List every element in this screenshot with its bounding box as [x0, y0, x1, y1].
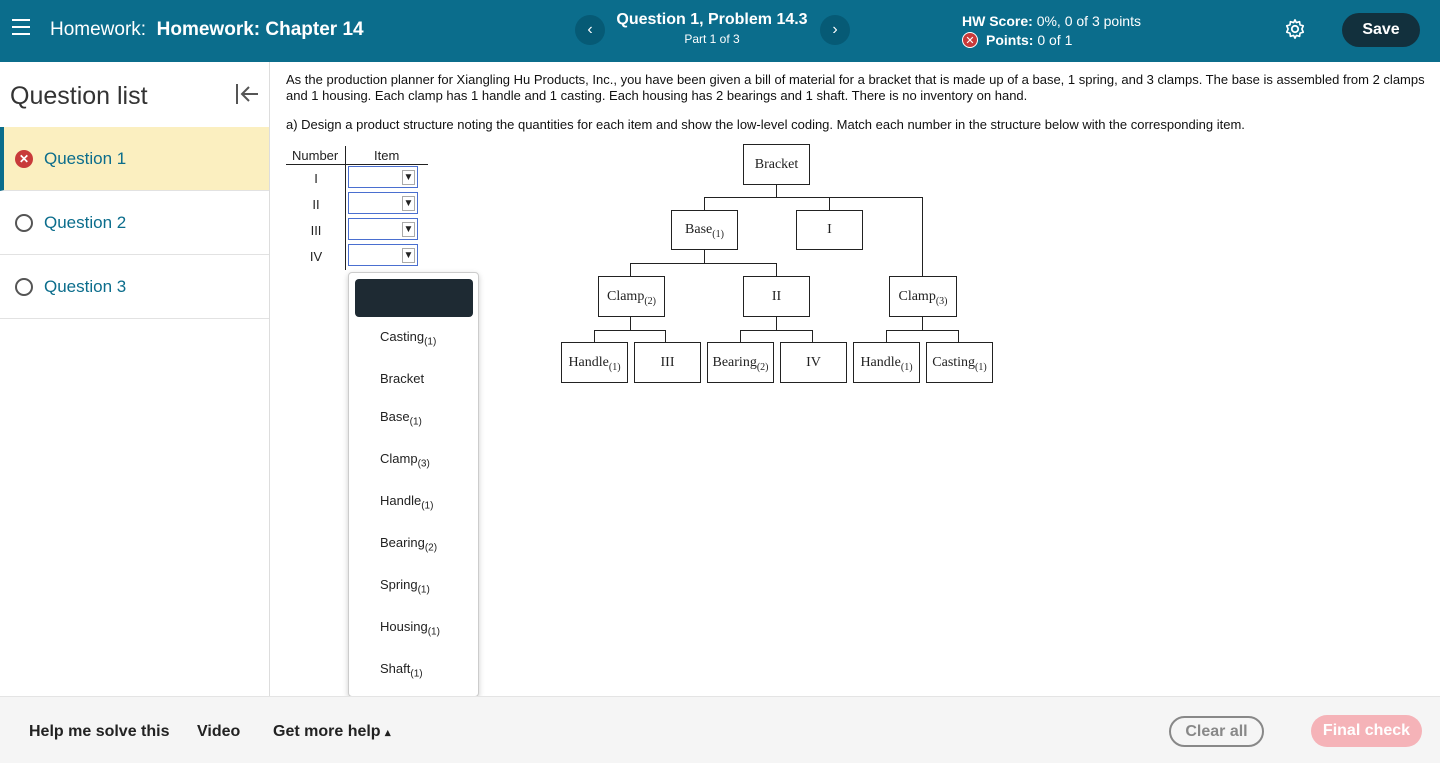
- dropdown-arrow-icon: ▼: [403, 172, 414, 183]
- item-select-iii[interactable]: [348, 218, 418, 240]
- question-heading: [612, 11, 812, 46]
- connector-line: [922, 316, 923, 330]
- question-item-label: Question 1: [44, 149, 127, 168]
- product-structure-diagram: [540, 140, 1010, 390]
- item-select-i[interactable]: [348, 166, 418, 188]
- hw-score-label: HW Score:: [962, 13, 1033, 29]
- hw-score-value: 0%, 0 of 3 points: [1036, 13, 1141, 29]
- connector-line: [776, 316, 777, 330]
- row-number-i: I: [314, 171, 318, 186]
- question-item-2[interactable]: [0, 191, 269, 255]
- part-a-instructions: a) Design a product structure noting the quantities for each item and show the low-level coding. Match each number in the structure below with the corresponding item.: [286, 117, 1245, 132]
- node-qty: (2): [756, 361, 769, 373]
- row-number-iv: IV: [309, 249, 323, 264]
- part-indicator: Part 1 of 3: [684, 32, 740, 46]
- question-title: Question 1, Problem 14.3: [616, 11, 808, 28]
- get-more-help-label: Get more help: [273, 723, 381, 740]
- collapse-left-icon[interactable]: [234, 82, 260, 106]
- connector-line: [740, 330, 741, 342]
- x-circle-icon: ✕: [962, 32, 978, 48]
- node-label: Handle: [568, 355, 609, 370]
- column-header-number: Number: [292, 148, 339, 163]
- question-item-label: Question 2: [44, 213, 127, 232]
- question-list-title: Question list: [10, 82, 148, 110]
- node-base: [671, 210, 738, 250]
- node-clamp-3: [889, 276, 957, 317]
- dropdown-option-housing[interactable]: [380, 619, 440, 638]
- option-name: Base: [380, 409, 410, 424]
- connector-line: [922, 197, 923, 276]
- x-circle-icon: ✕: [15, 150, 33, 168]
- option-qty: (1): [421, 500, 434, 512]
- node-bearing: [707, 342, 774, 383]
- dropdown-arrow-icon: ▼: [403, 250, 414, 261]
- node-label: III: [660, 355, 675, 370]
- node-qty: (1): [900, 361, 913, 373]
- connector-line: [594, 330, 666, 331]
- connector-line: [776, 263, 777, 276]
- empty-circle-icon: [15, 278, 33, 296]
- dropdown-option-casting[interactable]: [380, 329, 436, 348]
- node-label: Handle: [860, 355, 901, 370]
- node-label: Clamp: [606, 289, 645, 304]
- final-check-button[interactable]: Final check: [1311, 715, 1422, 747]
- problem-statement: As the production planner for Xiangling Hu Products, Inc., you have been given a bill of material for a bracket that is made up of a base, 1 spring, and 3 clamps. The base is assembled from 2 clamps and 1 housing. Each clamp has 1 handle and 1 casting. Each housing has 2 bearings and 1 shaft. There is no inventory on hand.: [286, 72, 1425, 103]
- dropdown-option-spring[interactable]: [380, 577, 430, 596]
- option-qty: (2): [424, 542, 438, 554]
- table-divider: [286, 164, 428, 165]
- homework-name: Homework: Chapter 14: [156, 19, 364, 40]
- dropdown-option-bracket[interactable]: [380, 371, 424, 390]
- dropdown-arrow-icon: ▼: [403, 198, 414, 209]
- chevron-left-icon[interactable]: ‹: [575, 15, 605, 45]
- option-name: Handle: [380, 493, 422, 508]
- option-qty: (1): [410, 668, 423, 680]
- question-list-panel: [0, 62, 270, 696]
- connector-line: [958, 330, 959, 342]
- question-item-label: Question 3: [44, 277, 127, 296]
- points-label: Points:: [986, 32, 1034, 48]
- dropdown-option-base[interactable]: [380, 409, 422, 428]
- node-iv: [780, 342, 847, 383]
- get-more-help-menu[interactable]: [273, 723, 391, 741]
- node-clamp-2: [598, 276, 665, 317]
- node-label: Casting: [932, 355, 976, 370]
- node-iii: [634, 342, 701, 383]
- bottom-toolbar: [0, 696, 1440, 763]
- score-panel: [962, 13, 1141, 48]
- column-header-item: Item: [374, 148, 400, 163]
- option-name: Shaft: [380, 661, 411, 676]
- homework-title: [50, 19, 364, 41]
- node-qty: (3): [935, 295, 948, 307]
- connector-line: [812, 330, 813, 342]
- option-qty: (1): [409, 416, 422, 428]
- node-qty: (1): [608, 361, 621, 373]
- video-link[interactable]: Video: [197, 723, 241, 740]
- connector-line: [740, 330, 813, 331]
- node-label: Clamp: [898, 289, 936, 304]
- homework-prefix: Homework:: [50, 19, 147, 40]
- dropdown-option-shaft[interactable]: [380, 661, 423, 680]
- node-qty: (2): [644, 295, 656, 307]
- dropdown-option-clamp[interactable]: [380, 451, 430, 470]
- node-label: I: [827, 222, 832, 237]
- node-qty: (1): [712, 228, 724, 240]
- connector-line: [594, 330, 595, 342]
- help-me-solve-link[interactable]: Help me solve this: [29, 723, 170, 740]
- item-select-ii[interactable]: [348, 192, 418, 214]
- row-number-iii: III: [310, 223, 322, 238]
- option-name: Clamp: [380, 451, 418, 466]
- option-qty: (1): [427, 626, 440, 638]
- problem-content: [286, 72, 1426, 133]
- node-ii: [743, 276, 810, 317]
- node-label: II: [771, 289, 782, 304]
- row-number-ii: II: [312, 197, 320, 212]
- option-name: Bracket: [380, 371, 425, 386]
- connector-line: [704, 197, 923, 198]
- option-qty: (1): [424, 336, 437, 348]
- question-item-3[interactable]: [0, 255, 269, 319]
- option-qty: (3): [417, 458, 430, 470]
- dropdown-option-bearing[interactable]: [380, 535, 437, 554]
- connector-line: [630, 263, 631, 276]
- connector-line: [829, 197, 830, 210]
- option-qty: (1): [417, 584, 430, 596]
- node-label: Base: [685, 222, 713, 237]
- node-label: Bearing: [712, 355, 757, 370]
- gear-icon[interactable]: [1284, 18, 1306, 40]
- hamburger-icon[interactable]: [12, 19, 30, 39]
- connector-line: [630, 316, 631, 330]
- option-name: Bearing: [380, 535, 425, 550]
- option-name: Spring: [380, 577, 418, 592]
- option-name: Casting: [380, 329, 425, 344]
- node-label: IV: [806, 355, 821, 370]
- node-casting: [926, 342, 993, 383]
- connector-line: [704, 249, 705, 263]
- dropdown-arrow-icon: ▼: [403, 224, 414, 235]
- node-label: Bracket: [754, 157, 799, 172]
- node-qty: (1): [975, 361, 987, 373]
- connector-line: [886, 330, 887, 342]
- node-handle-b: [853, 342, 920, 383]
- connector-line: [630, 263, 777, 264]
- connector-line: [665, 330, 666, 342]
- connector-line: [886, 330, 959, 331]
- caret-up-icon: ▴: [385, 727, 391, 739]
- item-select-iv[interactable]: [348, 244, 418, 266]
- save-button[interactable]: Save: [1342, 13, 1420, 47]
- points-value: 0 of 1: [1037, 32, 1073, 48]
- clear-all-button[interactable]: Clear all: [1169, 716, 1264, 747]
- empty-circle-icon: [15, 214, 33, 232]
- chevron-right-icon[interactable]: ›: [820, 15, 850, 45]
- node-i: [796, 210, 863, 250]
- top-header: [0, 0, 1440, 62]
- connector-line: [704, 197, 705, 210]
- item-dropdown-menu: [348, 272, 479, 697]
- dropdown-blank-option[interactable]: [355, 279, 473, 317]
- dropdown-option-handle[interactable]: [380, 493, 433, 512]
- node-bracket: [743, 144, 810, 185]
- node-handle-a: [561, 342, 628, 383]
- question-item-1[interactable]: [0, 127, 269, 191]
- option-name: Housing: [380, 619, 428, 634]
